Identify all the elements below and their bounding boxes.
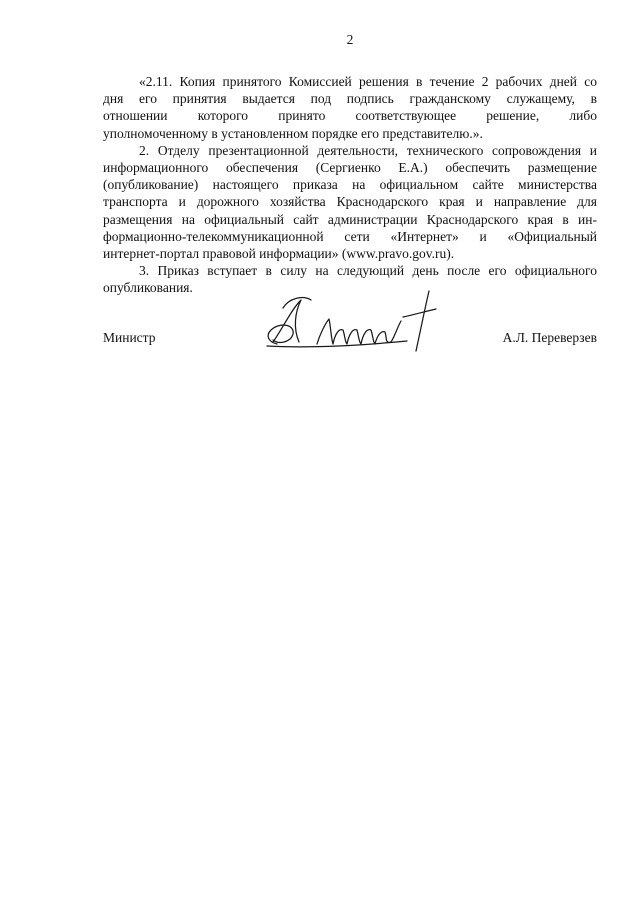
paragraph-line: транспорта и дорожного хозяйства Краснодарского края и направление для <box>103 194 597 210</box>
signer-name: А.Л. Переверзев <box>502 330 597 345</box>
paragraph-line: отношении которого принято соответствующее решение, либо <box>103 108 597 124</box>
paragraph-line: опубликования. <box>103 280 193 296</box>
paragraph-2-11 <box>103 73 597 142</box>
paragraph-line: «2.11. Копия принятого Комиссией решения в течение 2 рабочих дней со <box>139 74 597 89</box>
paragraph-line: 3. Приказ вступает в силу на следующий день после его официального <box>139 263 597 279</box>
paragraph-2 <box>103 142 597 262</box>
signer-position: Министр <box>103 330 156 345</box>
paragraph-line: дня его принятия выдается под подпись гражданскому служащему, в <box>103 91 597 107</box>
paragraph-line: уполномоченному в установленном порядке его представителю.». <box>103 125 483 141</box>
paragraph-line: размещения на официальный сайт администрации Краснодарского края в ин- <box>103 211 597 227</box>
page-number: 2 <box>346 32 354 47</box>
signature-row <box>103 329 597 346</box>
handwritten-signature-icon <box>255 288 440 358</box>
paragraph-line: формационно-телекоммуникационной сети «Интернет» и «Официальный <box>103 228 597 244</box>
paragraph-line: 2. Отделу презентационной деятельности, технического сопровождения и <box>139 142 597 158</box>
paragraph-line: интернет-портал правовой информации» (www.pravo.gov.ru). <box>103 245 455 261</box>
paragraph-line: (опубликование) настоящего приказа на официальном сайте министерства <box>103 177 597 193</box>
paragraph-line: информационного обеспечения (Сергиенко Е.А.) обеспечить размещение <box>103 159 597 175</box>
document-body <box>103 73 597 296</box>
